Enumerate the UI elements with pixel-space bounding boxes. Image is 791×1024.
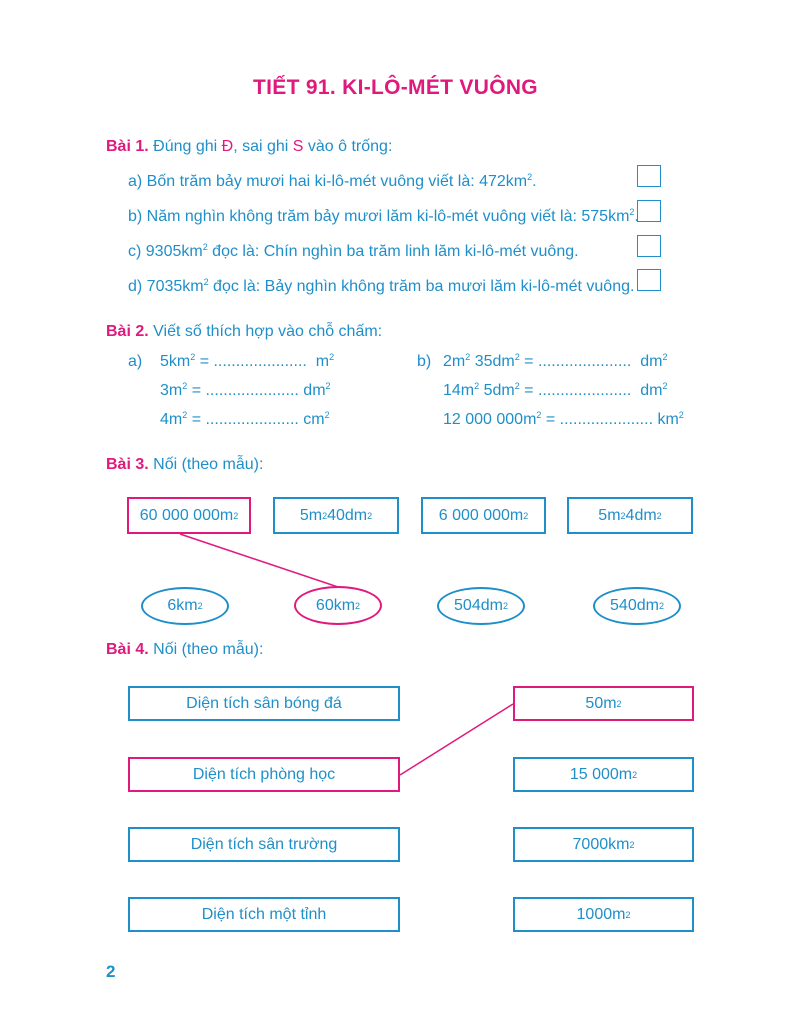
bai2-right-row-2: $14m^2$ $5dm^2$ = ..................... $dm^2$ — [443, 381, 668, 399]
bai4-left-box-1[interactable]: Diện tích sân bóng đá — [128, 686, 400, 721]
bai4-instr: Nối (theo mẫu): — [148, 641, 264, 658]
false-mark: S — [292, 138, 304, 155]
bai1-item-b: b) Năm nghìn không trăm bảy mươi lăm ki-lô-mét vuông viết là: $575km^2$. — [128, 207, 639, 225]
bai3-instr: Nối (theo mẫu): — [148, 456, 264, 473]
bai2-left-row-2: $3m^2$ = ..................... $dm^2$ — [160, 381, 331, 399]
bai4-left-box-4[interactable]: Diện tích một tỉnh — [128, 897, 400, 932]
bai2-right-row-1: $2m^2$ $35dm^2$ = ..................... $dm^2$ — [443, 352, 668, 370]
bai1-instr-b: , sai ghi — [233, 138, 293, 155]
bai1-item-d: d) $7035km^2$ đọc là: Bảy nghìn không trăm ba mươi lăm ki-lô-mét vuông. — [128, 277, 635, 295]
bai2-right-row-3: 12 000 $000m^2$ = ..................... $km^2$ — [443, 410, 684, 428]
bai1-label: Bài 1. — [106, 138, 149, 155]
bai2-left-row-3: $4m^2$ = ..................... $cm^2$ — [160, 410, 330, 428]
bai1-item-a: a) Bốn trăm bảy mươi hai ki-lô-mét vuông viết là: $472km^2$. — [128, 172, 537, 190]
bai3-sample-connector — [180, 534, 338, 587]
bai3-box-1[interactable]: 60 000 000m 2 — [127, 497, 251, 534]
bai4-heading — [106, 641, 263, 659]
bai4-right-box-1[interactable]: 50m 2 — [513, 686, 694, 721]
page-title: TIẾT 91. KI-LÔ-MÉT VUÔNG — [253, 76, 538, 99]
bai4-left-box-3[interactable]: Diện tích sân trường — [128, 827, 400, 862]
bai2-left-row-1: $5km^2$ = ..................... $m^2$ — [160, 352, 335, 370]
bai4-right-box-2[interactable]: 15 000m 2 — [513, 757, 694, 792]
bai4-left-box-2[interactable]: Diện tích phòng học — [128, 757, 400, 792]
bai3-box-4[interactable]: 5m 2 4dm 2 — [567, 497, 693, 534]
bai4-right-box-3[interactable]: 7000km 2 — [513, 827, 694, 862]
bai1-instr-a: Đúng ghi — [148, 138, 222, 155]
bai3-oval-2[interactable]: 60km 2 — [294, 586, 382, 625]
bai3-box-3[interactable]: 6 000 000m 2 — [421, 497, 546, 534]
bai1-item-c: c) $9305km^2$ đọc là: Chín nghìn ba trăm linh lăm ki-lô-mét vuông. — [128, 242, 579, 260]
bai3-oval-3[interactable]: 504dm 2 — [437, 587, 525, 625]
true-mark: Đ — [221, 138, 234, 155]
bai3-box-2[interactable]: 5m 2 40dm 2 — [273, 497, 399, 534]
bai2-a-label: a) — [128, 353, 143, 370]
bai3-label: Bài 3. — [106, 456, 149, 473]
bai4-sample-connector — [400, 704, 513, 775]
bai2-instr: Viết số thích hợp vào chỗ chấm: — [148, 323, 383, 340]
bai3-oval-4[interactable]: 540dm 2 — [593, 587, 681, 625]
bai2-label: Bài 2. — [106, 323, 149, 340]
bai3-oval-1[interactable]: 6km 2 — [141, 587, 229, 625]
page-number: 2 — [106, 962, 116, 981]
bai1-instr-c: vào ô trống: — [303, 138, 393, 155]
bai4-right-box-4[interactable]: 1000m 2 — [513, 897, 694, 932]
bai2-b-label: b) — [417, 353, 432, 370]
bai4-label: Bài 4. — [106, 641, 149, 658]
